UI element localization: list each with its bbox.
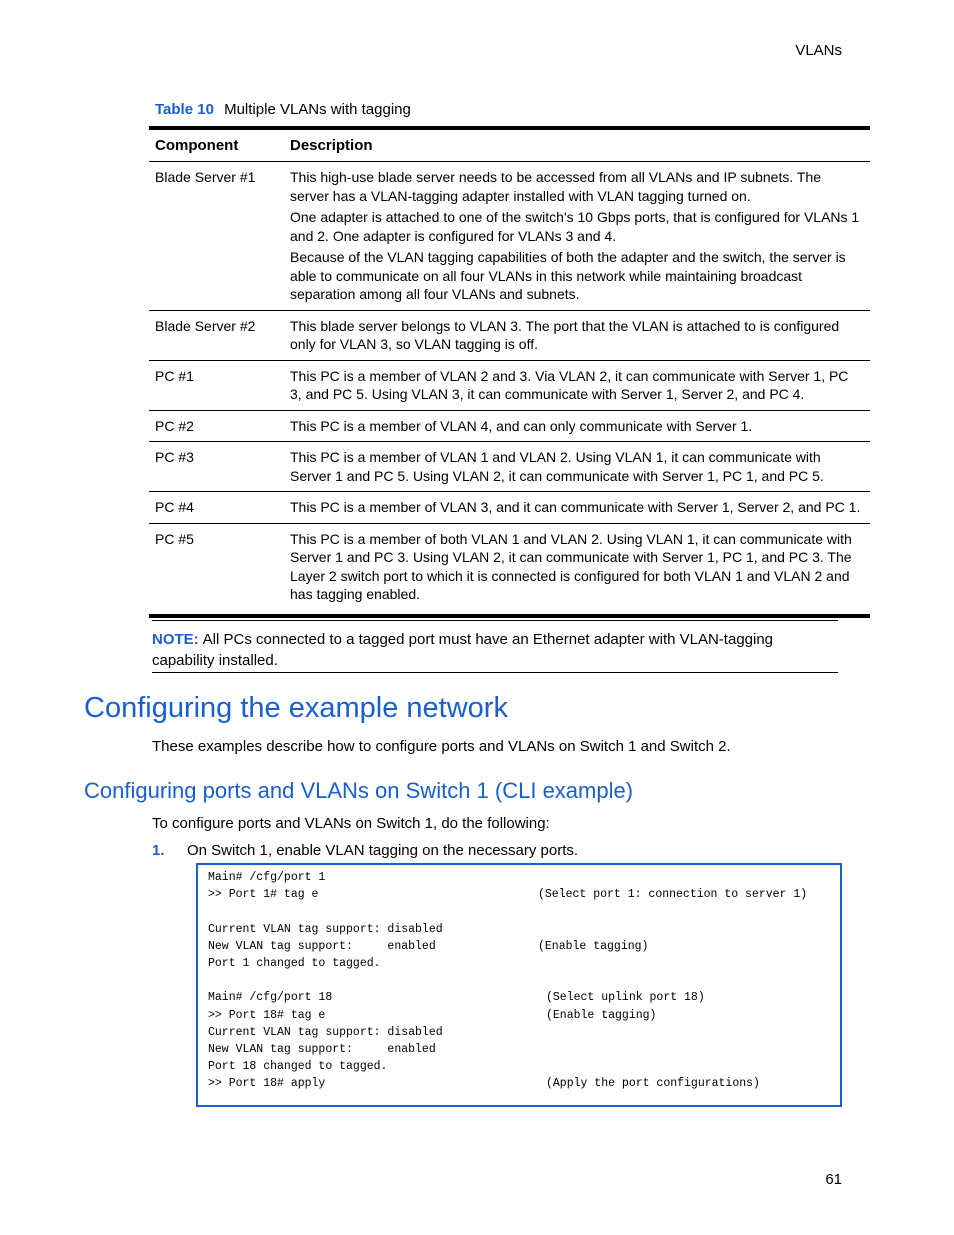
code-command: New VLAN tag support: enabled — [208, 1042, 436, 1056]
table-caption-label: Table 10 — [155, 101, 214, 118]
component-cell: PC #3 — [155, 449, 194, 465]
code-comment: (Enable tagging) — [538, 939, 649, 953]
code-line — [208, 989, 830, 1006]
code-line — [208, 921, 830, 938]
description-cell — [290, 162, 870, 310]
description-paragraph: This PC is a member of both VLAN 1 and VLAN 2. Using VLAN 1, it can communicate with Server 1 and PC 3. Using VLAN 2, it can communicate with Server 1, PC 1, and PC 3. The Layer 2 switch port to which it is connected is configured for both VLAN 1 and VLAN 2 and has tagging enabled. — [290, 530, 852, 602]
table-caption-text: Multiple VLANs with tagging — [224, 101, 411, 118]
code-line — [208, 972, 830, 989]
component-cell: PC #2 — [155, 417, 194, 434]
code-comment: (Select port 1: connection to server 1) — [538, 888, 808, 902]
description-paragraph: This PC is a member of VLAN 1 and VLAN 2. Using VLAN 1, it can communicate with Server 1 and PC 5. Using VLAN 2, it can communicate with Server 1, PC 1, and PC 5. — [290, 449, 824, 484]
description-paragraph: This blade server belongs to VLAN 3. The port that the VLAN is attached to is configured only for VLAN 3, so VLAN tagging is off. — [290, 317, 840, 352]
description-cell — [290, 311, 870, 360]
section-heading: Configuring the example network — [84, 692, 508, 724]
code-line — [208, 938, 830, 955]
description-cell — [290, 492, 870, 523]
code-comment: (Select uplink port 18) — [546, 991, 705, 1005]
step-text: On Switch 1, enable VLAN tagging on the necessary ports. — [187, 842, 579, 859]
vlan-table — [149, 126, 870, 618]
description-cell — [290, 524, 870, 610]
description-paragraph: This high-use blade server needs to be accessed from all VLANs and IP subnets. The server has a VLAN-tagging adapter installed with VLAN tagging turned on. — [290, 169, 822, 204]
code-line — [208, 1007, 830, 1024]
note-label: NOTE: — [152, 631, 199, 648]
description-paragraph: Because of the VLAN tagging capabilities of both the adapter and the switch, the server is able to communicate on all four VLANs in this network while maintaining broadcast separation among all four VLANs and subnets. — [290, 249, 846, 302]
description-paragraph: This PC is a member of VLAN 4, and can only communicate with Server 1. — [290, 417, 753, 434]
code-line — [208, 1058, 830, 1075]
description-paragraph: This PC is a member of VLAN 3, and it can communicate with Server 1, Server 2, and PC 1. — [290, 499, 861, 515]
code-comment: (Apply the port configurations) — [546, 1077, 760, 1091]
code-command: Port 18 changed to tagged. — [208, 1060, 388, 1074]
table-row — [149, 411, 870, 443]
page-number: 61 — [825, 1171, 842, 1188]
code-line — [208, 869, 830, 886]
table-row — [149, 311, 870, 361]
component-cell: Blade Server #2 — [155, 317, 256, 334]
code-line — [208, 1075, 830, 1092]
code-line — [208, 1024, 830, 1041]
subsection-heading: Configuring ports and VLANs on Switch 1 (CLI example) — [84, 778, 634, 803]
code-command: Current VLAN tag support: disabled — [208, 922, 443, 936]
column-header-description: Description — [290, 137, 373, 154]
component-cell: PC #4 — [155, 499, 194, 515]
description-paragraph: This PC is a member of VLAN 2 and 3. Via VLAN 2, it can communicate with Server 1, PC 3, and PC 5. Using VLAN 3, it can communicate with Server 1, Server 2, and PC 4. — [290, 367, 849, 402]
code-comment: (Enable tagging) — [546, 1008, 657, 1022]
code-line — [208, 886, 830, 903]
description-cell — [290, 361, 870, 410]
code-command: Main# /cfg/port 1 — [208, 871, 326, 884]
component-cell: PC #5 — [155, 530, 194, 547]
step-item — [152, 842, 578, 859]
description-cell — [290, 442, 870, 491]
subsection-intro: To configure ports and VLANs on Switch 1, do the following: — [152, 815, 550, 832]
code-command: >> Port 18# tag e — [208, 1008, 326, 1022]
table-row — [149, 524, 870, 614]
component-cell: PC #1 — [155, 367, 194, 384]
running-header: VLANs — [795, 42, 842, 59]
code-line — [208, 1041, 830, 1058]
table-row — [149, 361, 870, 411]
note-box — [152, 620, 838, 673]
table-header-row — [149, 130, 870, 162]
column-header-component: Component — [155, 137, 239, 154]
code-command: Port 1 changed to tagged. — [208, 956, 381, 970]
description-paragraph: One adapter is attached to one of the switch's 10 Gbps ports, that is configured for VLANs 1 and 2. One adapter is configured for VLANs 3 and 4. — [290, 209, 860, 244]
component-cell: Blade Server #1 — [155, 169, 256, 185]
code-command: >> Port 1# tag e — [208, 888, 319, 902]
description-cell — [290, 411, 870, 442]
note-text: All PCs connected to a tagged port must have an Ethernet adapter with VLAN-tagging capability installed. — [152, 631, 774, 669]
code-block — [196, 863, 842, 1107]
step-number: 1. — [152, 842, 165, 859]
code-command: Main# /cfg/port 18 — [208, 991, 333, 1005]
table-row — [149, 162, 870, 311]
table-caption — [155, 101, 411, 118]
section-body: These examples describe how to configure ports and VLANs on Switch 1 and Switch 2. — [152, 738, 731, 755]
table-row — [149, 492, 870, 524]
table-body — [149, 162, 870, 614]
code-line — [208, 955, 830, 972]
code-command: >> Port 18# apply — [208, 1077, 326, 1091]
table-bottom-rule — [149, 614, 870, 618]
table-row — [149, 442, 870, 492]
code-line — [208, 903, 830, 920]
code-command: New VLAN tag support: enabled — [208, 939, 436, 953]
code-command: Current VLAN tag support: disabled — [208, 1025, 443, 1039]
